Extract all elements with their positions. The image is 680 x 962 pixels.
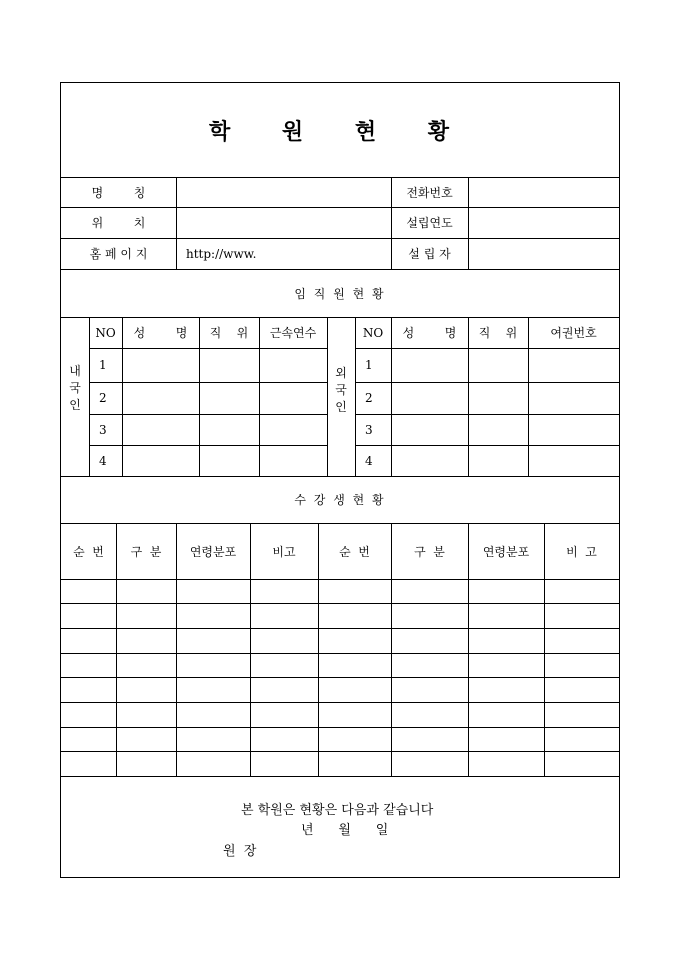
domestic-label [61, 363, 89, 414]
divider [61, 579, 619, 580]
foreign-row-number: 3 [365, 422, 373, 437]
divider [61, 603, 619, 604]
footer-director: 원 장 [223, 844, 257, 859]
founded-label: 설립연도 [406, 216, 453, 230]
student-type-header: 구 분 [130, 544, 162, 559]
foreign-row-number: 1 [365, 358, 373, 372]
divider [355, 445, 619, 446]
location-label: 위 치 [91, 216, 146, 230]
foreign-position-header: 직 위 [478, 326, 518, 340]
homepage-value[interactable]: http://www. [186, 246, 257, 261]
divider [355, 414, 619, 415]
domestic-label-char: 국 [69, 381, 81, 395]
student-seq-header: 순 번 [73, 544, 104, 559]
foreign-label [327, 365, 355, 416]
foreign-row-number: 2 [365, 391, 373, 405]
footer-statement: 본 학원은 현황은 다음과 같습니다 [241, 803, 434, 818]
staff-heading: 임 직 원 현 황 [294, 286, 386, 301]
student-type-header: 구 분 [414, 544, 445, 559]
domestic-row-number: 2 [99, 391, 107, 405]
staff-tenure-header: 근속연수 [269, 326, 317, 340]
foreign-no-header: NO [362, 325, 384, 340]
name-label: 명 칭 [91, 185, 146, 200]
divider [89, 382, 327, 383]
divider [61, 653, 619, 654]
student-seq-header: 순 번 [339, 544, 370, 559]
foreign-label-char: 국 [335, 383, 347, 397]
divider [61, 776, 619, 777]
divider [89, 445, 327, 446]
student-age-header: 연령분포 [189, 544, 237, 559]
divider [468, 177, 469, 269]
form-title: 학 원 현 황 [209, 118, 471, 145]
domestic-label-char: 인 [69, 398, 81, 412]
student-age-header: 연령분포 [482, 544, 530, 559]
divider [61, 628, 619, 629]
domestic-row-number: 3 [99, 422, 107, 437]
foreign-row-number: 4 [365, 453, 373, 468]
foreign-label-char: 외 [335, 366, 347, 380]
domestic-row-number: 1 [99, 358, 107, 372]
foreign-label-char: 인 [335, 400, 347, 414]
divider [61, 677, 619, 678]
students-heading: 수 강 생 현 황 [294, 493, 386, 507]
domestic-label-char: 내 [69, 364, 81, 378]
homepage-label: 홈 페 이 지 [89, 247, 148, 261]
founder-label: 설 립 자 [408, 247, 451, 261]
domestic-row-number: 4 [99, 453, 107, 468]
staff-position-header: 직 위 [209, 326, 249, 340]
staff-no-header: NO [95, 325, 116, 340]
academy-status-form [60, 82, 620, 878]
foreign-name-header: 성 명 [402, 326, 457, 340]
student-note-header: 비고 [272, 544, 296, 559]
staff-name-header: 성 명 [133, 326, 188, 340]
divider [89, 348, 327, 349]
divider [89, 414, 327, 415]
student-note-header: 비 고 [566, 544, 597, 559]
divider [61, 727, 619, 728]
divider [61, 702, 619, 703]
passport-header: 여권번호 [550, 326, 597, 340]
divider [61, 751, 619, 752]
phone-label: 전화번호 [406, 185, 453, 200]
divider [355, 348, 619, 349]
divider [355, 382, 619, 383]
footer-date: 년 월 일 [301, 823, 389, 838]
